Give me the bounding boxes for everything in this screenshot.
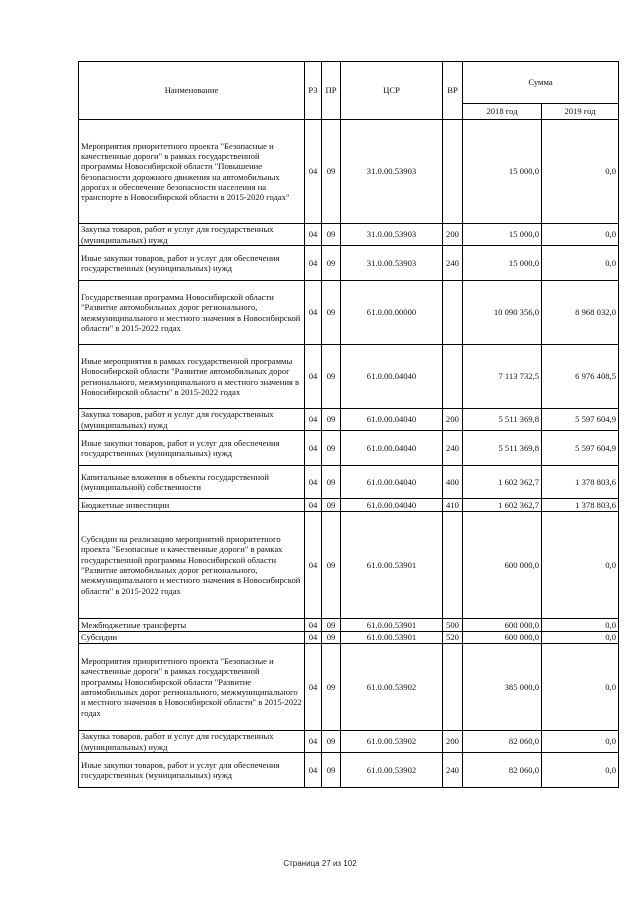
row-vr: 500	[443, 619, 463, 632]
row-pr: 09	[322, 431, 341, 466]
row-rz: 04	[305, 499, 322, 512]
row-name: Мероприятия приоритетного проекта "Безопасные и качественные дороги" в рамках государственной программы Новосибирской области "Повышение безопасности дорожного движения на автомобильных дорогах и обеспечение безопасности населения на транспорте в Новосибирской области в 2015-2020 годах"	[79, 120, 305, 224]
row-rz: 04	[305, 431, 322, 466]
row-rz: 04	[305, 281, 322, 345]
header-rz: РЗ	[305, 62, 322, 120]
table-row	[79, 246, 619, 281]
header-vr: ВР	[443, 62, 463, 120]
row-name: Закупка товаров, работ и услуг для государственных (муниципальных) нужд	[79, 731, 305, 753]
row-value-2018: 5 511 369,8	[463, 431, 542, 466]
budget-sheet	[78, 61, 616, 788]
row-csr: 61.0.00.04040	[341, 409, 443, 431]
row-name: Межбюджетные трансферты	[79, 619, 305, 632]
row-vr	[443, 644, 463, 731]
row-name: Закупка товаров, работ и услуг для государственных (муниципальных) нужд	[79, 224, 305, 246]
row-csr: 61.0.00.00000	[341, 281, 443, 345]
row-value-2019: 5 597 604,9	[542, 431, 619, 466]
table-row	[79, 753, 619, 788]
table-row	[79, 409, 619, 431]
row-pr: 09	[322, 120, 341, 224]
row-pr: 09	[322, 512, 341, 619]
row-csr: 61.0.00.53902	[341, 644, 443, 731]
row-value-2018: 1 602 362,7	[463, 466, 542, 499]
row-value-2019: 0,0	[542, 632, 619, 644]
header-year-2018: 2018 год	[463, 104, 542, 120]
row-name: Иные мероприятия в рамках государственной программы Новосибирской области "Развитие автомобильных дорог регионального, межмуниципального и местного значения в Новосибирской области" в 2015-2022 годах	[79, 345, 305, 409]
row-vr: 200	[443, 409, 463, 431]
row-rz: 04	[305, 120, 322, 224]
row-vr: 520	[443, 632, 463, 644]
row-csr: 61.0.00.53902	[341, 731, 443, 753]
row-pr: 09	[322, 731, 341, 753]
row-pr: 09	[322, 753, 341, 788]
budget-table	[78, 61, 619, 788]
row-pr: 09	[322, 466, 341, 499]
row-vr	[443, 345, 463, 409]
row-value-2018: 7 113 732,5	[463, 345, 542, 409]
table-row	[79, 644, 619, 731]
row-name: Капитальные вложения в объекты государственной (муниципальной) собственности	[79, 466, 305, 499]
row-value-2018: 600 000,0	[463, 632, 542, 644]
header-row	[79, 62, 619, 104]
table-row	[79, 619, 619, 632]
row-csr: 61.0.00.04040	[341, 345, 443, 409]
row-pr: 09	[322, 246, 341, 281]
row-csr: 61.0.00.53902	[341, 753, 443, 788]
row-value-2019: 0,0	[542, 120, 619, 224]
row-pr: 09	[322, 224, 341, 246]
row-value-2018: 15 000,0	[463, 224, 542, 246]
row-vr: 240	[443, 431, 463, 466]
row-value-2019: 0,0	[542, 731, 619, 753]
row-value-2019: 1 378 803,6	[542, 499, 619, 512]
row-value-2018: 600 000,0	[463, 512, 542, 619]
row-value-2019: 0,0	[542, 753, 619, 788]
row-pr: 09	[322, 632, 341, 644]
row-vr	[443, 281, 463, 345]
row-name: Бюджетные инвестиции	[79, 499, 305, 512]
row-value-2018: 600 000,0	[463, 619, 542, 632]
row-rz: 04	[305, 731, 322, 753]
row-rz: 04	[305, 512, 322, 619]
row-name: Субсидии	[79, 632, 305, 644]
row-vr	[443, 512, 463, 619]
row-rz: 04	[305, 345, 322, 409]
row-vr	[443, 120, 463, 224]
row-rz: 04	[305, 644, 322, 731]
row-value-2019: 8 968 032,0	[542, 281, 619, 345]
row-value-2018: 15 000,0	[463, 120, 542, 224]
row-vr: 200	[443, 224, 463, 246]
row-csr: 31.0.00.53903	[341, 246, 443, 281]
table-row	[79, 281, 619, 345]
header-name: Наименование	[79, 62, 305, 120]
row-value-2018: 5 511 369,8	[463, 409, 542, 431]
row-csr: 61.0.00.04040	[341, 499, 443, 512]
page-footer: Страница 27 из 102	[283, 859, 357, 868]
table-row	[79, 224, 619, 246]
table-row	[79, 512, 619, 619]
header-pr: ПР	[322, 62, 341, 120]
row-value-2019: 0,0	[542, 224, 619, 246]
row-pr: 09	[322, 499, 341, 512]
row-csr: 61.0.00.04040	[341, 466, 443, 499]
row-value-2018: 10 090 356,0	[463, 281, 542, 345]
table-body	[79, 120, 619, 788]
row-rz: 04	[305, 409, 322, 431]
header-csr: ЦСР	[341, 62, 443, 120]
table-row	[79, 632, 619, 644]
row-rz: 04	[305, 466, 322, 499]
row-value-2019: 1 378 803,6	[542, 466, 619, 499]
row-value-2019: 6 976 408,5	[542, 345, 619, 409]
row-rz: 04	[305, 224, 322, 246]
row-value-2018: 82 060,0	[463, 753, 542, 788]
row-pr: 09	[322, 619, 341, 632]
row-vr: 410	[443, 499, 463, 512]
row-csr: 61.0.00.04040	[341, 431, 443, 466]
row-pr: 09	[322, 644, 341, 731]
row-vr: 200	[443, 731, 463, 753]
row-csr: 61.0.00.53901	[341, 619, 443, 632]
table-row	[79, 731, 619, 753]
row-name: Мероприятия приоритетного проекта "Безопасные и качественные дороги" в рамках государственной программы Новосибирской области "Развитие автомобильных дорог регионального, межмуниципального и местного значения в Новосибирской области" в 2015-2022 годах	[79, 644, 305, 731]
row-name: Иные закупки товаров, работ и услуг для обеспечения государственных (муниципальных) нужд	[79, 246, 305, 281]
table-row	[79, 466, 619, 499]
row-vr: 240	[443, 753, 463, 788]
row-value-2019: 0,0	[542, 512, 619, 619]
header-sum: Сумма	[463, 62, 619, 104]
header-year-2019: 2019 год	[542, 104, 619, 120]
row-csr: 31.0.00.53903	[341, 120, 443, 224]
row-name: Иные закупки товаров, работ и услуг для обеспечения государственных (муниципальных) нужд	[79, 753, 305, 788]
row-value-2019: 0,0	[542, 644, 619, 731]
row-value-2018: 1 602 362,7	[463, 499, 542, 512]
row-value-2019: 0,0	[542, 246, 619, 281]
row-rz: 04	[305, 619, 322, 632]
table-row	[79, 499, 619, 512]
table-row	[79, 431, 619, 466]
row-csr: 61.0.00.53901	[341, 632, 443, 644]
row-rz: 04	[305, 632, 322, 644]
row-rz: 04	[305, 753, 322, 788]
row-pr: 09	[322, 409, 341, 431]
row-name: Субсидии на реализацию мероприятий приоритетного проекта "Безопасные и качественные дороги" в рамках государственной программы Новосибирской области "Развитие автомобильных дорог регионального, межмуниципального и местного значения в Новосибирской области" в 2015-2022 годах	[79, 512, 305, 619]
row-value-2019: 5 597 604,9	[542, 409, 619, 431]
row-rz: 04	[305, 246, 322, 281]
row-value-2019: 0,0	[542, 619, 619, 632]
row-csr: 61.0.00.53901	[341, 512, 443, 619]
row-value-2018: 15 000,0	[463, 246, 542, 281]
row-csr: 31.0.00.53903	[341, 224, 443, 246]
row-value-2018: 385 000,0	[463, 644, 542, 731]
row-pr: 09	[322, 281, 341, 345]
table-row	[79, 345, 619, 409]
row-name: Государственная программа Новосибирской области "Развитие автомобильных дорог регионального, межмуниципального и местного значения в Новосибирской области" в 2015-2022 годах	[79, 281, 305, 345]
row-vr: 240	[443, 246, 463, 281]
row-name: Иные закупки товаров, работ и услуг для обеспечения государственных (муниципальных) нужд	[79, 431, 305, 466]
row-name: Закупка товаров, работ и услуг для государственных (муниципальных) нужд	[79, 409, 305, 431]
row-pr: 09	[322, 345, 341, 409]
row-vr: 400	[443, 466, 463, 499]
row-value-2018: 82 060,0	[463, 731, 542, 753]
table-row	[79, 120, 619, 224]
